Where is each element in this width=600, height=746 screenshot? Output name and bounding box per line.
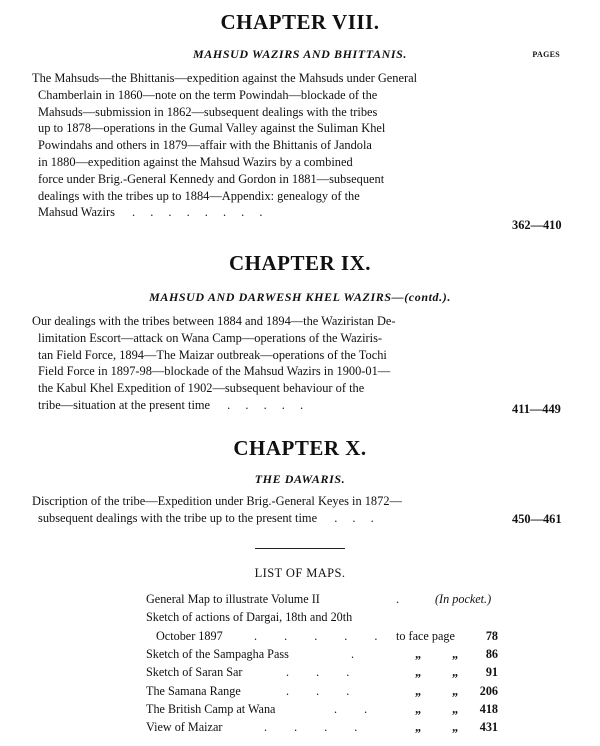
chapter-10-pages: 450—461 bbox=[512, 512, 562, 526]
ditto-mark: „ bbox=[452, 684, 459, 698]
summary-line: Field Force in 1897-98—blockade of the Mahsud Wazirs in 1900-01— bbox=[38, 364, 391, 379]
map-name: General Map to illustrate Volume II bbox=[146, 592, 320, 606]
leader-dots: . . . bbox=[286, 684, 362, 698]
ditto-mark: „ bbox=[452, 720, 459, 734]
chapter-9-subtitle: MAHSUD AND DARWESH KHEL WAZIRS—(contd.). bbox=[149, 290, 451, 304]
summary-line-text: tribe—situation at the present time bbox=[38, 397, 211, 412]
map-item bbox=[146, 684, 506, 701]
map-page: 431 bbox=[479, 720, 498, 734]
map-page: 206 bbox=[479, 684, 498, 698]
summary-line-text: Mahsud Wazirs bbox=[38, 205, 115, 220]
leader-dots: . . . . bbox=[264, 720, 370, 734]
leader-dots: . bbox=[351, 647, 367, 661]
summary-line: up to 1878—operations in the Gumal Valley against the Suliman Khel bbox=[38, 121, 386, 136]
summary-line: Powindahs and others in 1879—affair with the Bhittanis of Jandola bbox=[38, 138, 372, 153]
map-item bbox=[146, 665, 506, 682]
map-name: Sketch of Saran Sar bbox=[146, 665, 243, 679]
page-reference: to face page bbox=[396, 629, 455, 643]
map-page: 91 bbox=[485, 665, 498, 679]
summary-line: limitation Escort—attack on Wana Camp—operations of the Waziris- bbox=[38, 330, 383, 345]
chapter-8-title: CHAPTER VIII. bbox=[220, 10, 380, 34]
map-item bbox=[146, 702, 506, 719]
summary-line: in 1880—expedition against the Mahsud Wazirs by a combined bbox=[38, 154, 353, 169]
summary-line: the Kabul Khel Expedition of 1902—subsequent behaviour of the bbox=[38, 381, 365, 396]
leader-dots: . . . . . bbox=[254, 629, 390, 643]
summary-line: Mahsuds—submission in 1862—subsequent dealings with the tribes bbox=[38, 104, 378, 119]
chapter-8-subtitle: MAHSUD WAZIRS AND BHITTANIS. bbox=[193, 47, 407, 61]
map-item bbox=[146, 720, 506, 737]
ditto-mark: „ bbox=[452, 665, 459, 679]
pages-column-label: PAGES bbox=[532, 50, 560, 59]
ditto-mark: „ bbox=[415, 720, 422, 734]
map-name: View of Maizar bbox=[146, 720, 223, 734]
leader-dots: . . . bbox=[286, 665, 362, 679]
summary-line bbox=[38, 510, 518, 527]
chapter-10-summary bbox=[32, 493, 518, 527]
leader-dots: . . . bbox=[334, 510, 380, 525]
summary-line: The Mahsuds—the Bhittanis—expedition against the Mahsuds under General bbox=[32, 71, 418, 85]
summary-line bbox=[38, 397, 518, 414]
leader-dots: . bbox=[396, 592, 412, 606]
list-of-maps-title: LIST OF MAPS. bbox=[254, 566, 346, 580]
chapter-10-subtitle: THE DAWARIS. bbox=[254, 472, 346, 486]
map-item bbox=[146, 647, 506, 664]
summary-line: Our dealings with the tribes between 1884 and 1894—the Waziristan De- bbox=[32, 314, 396, 328]
map-name: Sketch of actions of Dargai, 18th and 20th bbox=[146, 610, 353, 624]
map-name: The British Camp at Wana bbox=[146, 702, 276, 716]
chapter-8-pages: 362—410 bbox=[512, 218, 562, 232]
ditto-mark: „ bbox=[415, 665, 422, 679]
ditto-mark: „ bbox=[415, 647, 422, 661]
map-item bbox=[146, 592, 506, 609]
leader-dots: . . . . . . . . bbox=[132, 205, 269, 220]
ditto-mark: „ bbox=[415, 684, 422, 698]
map-name: The Samana Range bbox=[146, 684, 241, 698]
map-page: 86 bbox=[485, 647, 498, 661]
chapter-8-summary bbox=[32, 70, 518, 221]
leader-dots: . . bbox=[334, 702, 380, 716]
map-item bbox=[146, 610, 506, 627]
map-name: October 1897 bbox=[156, 629, 223, 643]
section-divider bbox=[255, 548, 345, 549]
ditto-mark: „ bbox=[452, 647, 459, 661]
leader-dots: . . . . . bbox=[227, 397, 310, 412]
chapter-10-title: CHAPTER X. bbox=[233, 436, 367, 460]
map-item bbox=[146, 629, 506, 646]
map-page: 78 bbox=[485, 629, 498, 643]
summary-line: Discription of the tribe—Expedition under Brig.-General Keyes in 1872— bbox=[32, 494, 402, 508]
summary-line: tan Field Force, 1894—The Maizar outbreak—operations of the Tochi bbox=[38, 347, 387, 362]
summary-line: Chamberlain in 1860—note on the term Powindah—blockade of the bbox=[38, 87, 378, 102]
map-page: 418 bbox=[479, 702, 498, 716]
chapter-9-pages: 411—449 bbox=[512, 402, 561, 416]
summary-line: dealings with the tribes up to 1884—Appendix: genealogy of the bbox=[38, 188, 360, 203]
summary-line: force under Brig.-General Kennedy and Gordon in 1881—subsequent bbox=[38, 171, 385, 186]
chapter-9-summary bbox=[32, 313, 518, 414]
ditto-mark: „ bbox=[452, 702, 459, 716]
ditto-mark: „ bbox=[415, 702, 422, 716]
map-location-note: (In pocket.) bbox=[435, 592, 492, 606]
chapter-9-title: CHAPTER IX. bbox=[228, 251, 371, 275]
summary-line bbox=[38, 204, 518, 221]
summary-line-text: subsequent dealings with the tribe up to the present time bbox=[38, 510, 318, 525]
map-name: Sketch of the Sampagha Pass bbox=[146, 647, 289, 661]
